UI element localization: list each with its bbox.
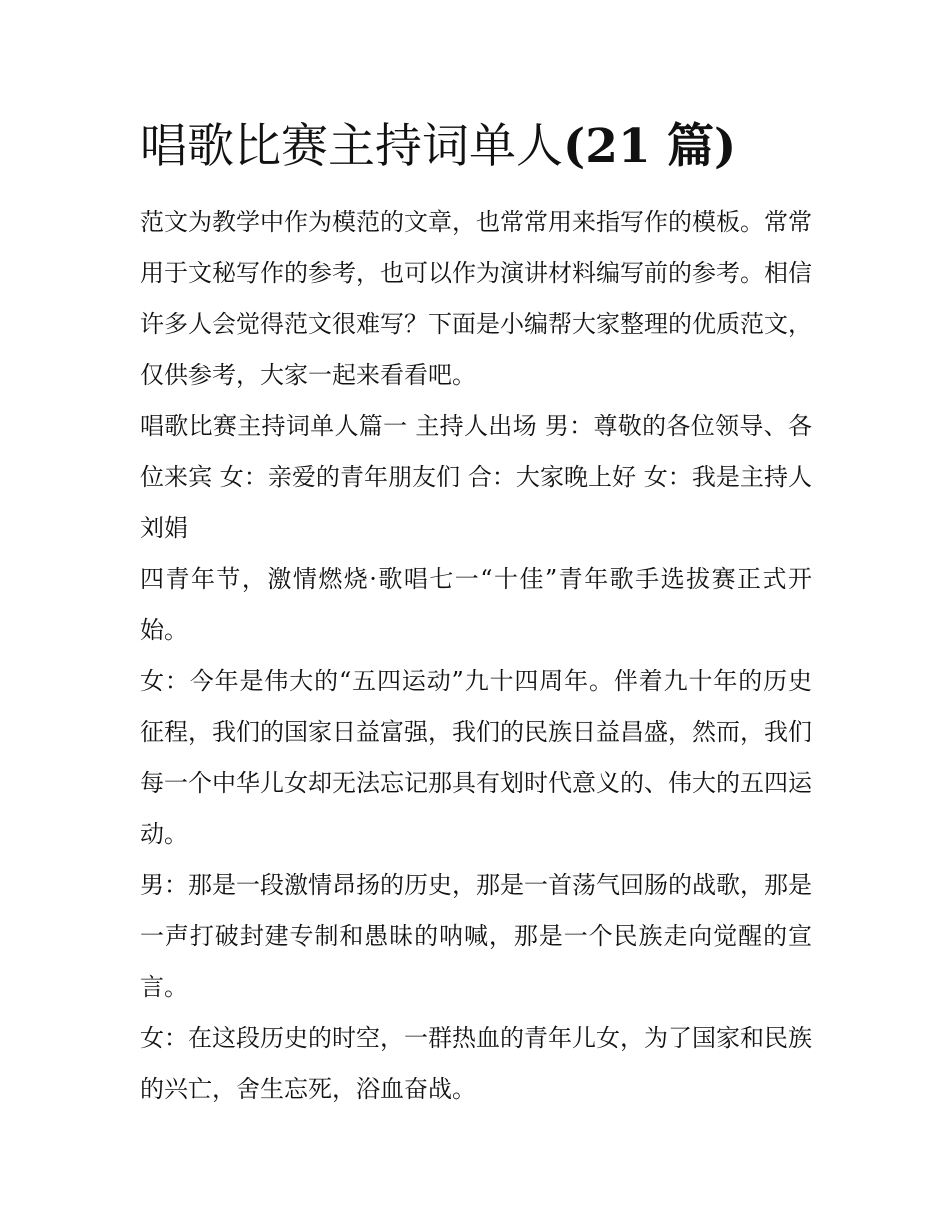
intro-paragraph: 范文为教学中作为模范的文章，也常常用来指写作的模板。常常用于文秘写作的参考，也可以作为演讲材料编写前的参考。相信许多人会觉得范文很难写？下面是小编帮大家整理的优质范文，仅供参考，大家一起来看看吧。 [140, 208, 812, 389]
title-text: 唱歌比赛主持词单人 [140, 119, 563, 174]
contest-start-paragraph: 四青年节，激情燃烧·歌唱七一“十佳”青年歌手选拔赛正式开始。 [140, 565, 812, 644]
male-host-paragraph: 男：那是一段激情昂扬的历史，那是一首荡气回肠的战歌，那是一声打破封建专制和愚昧的呐喊，那是一个民族走向觉醒的宣言。 [140, 871, 812, 1001]
document-title [140, 112, 820, 182]
title-count: (21 篇) [563, 119, 737, 174]
document-body [140, 197, 812, 1115]
female-host-paragraph-1: 女：今年是伟大的“五四运动”九十四周年。伴着九十年的历史征程，我们的国家日益富强，我们的民族日益昌盛，然而，我们每一个中华儿女却无法忘记那具有划时代意义的、伟大的五四运动。 [140, 667, 812, 848]
host-opening-paragraph: 唱歌比赛主持词单人篇一 主持人出场 男：尊敬的各位领导、各位来宾 女：亲爱的青年朋友们 合：大家晚上好 女：我是主持人刘娟 [140, 412, 812, 542]
female-host-paragraph-2: 女：在这段历史的时空，一群热血的青年儿女，为了国家和民族的兴亡，舍生忘死，浴血奋战。 [140, 1024, 812, 1103]
